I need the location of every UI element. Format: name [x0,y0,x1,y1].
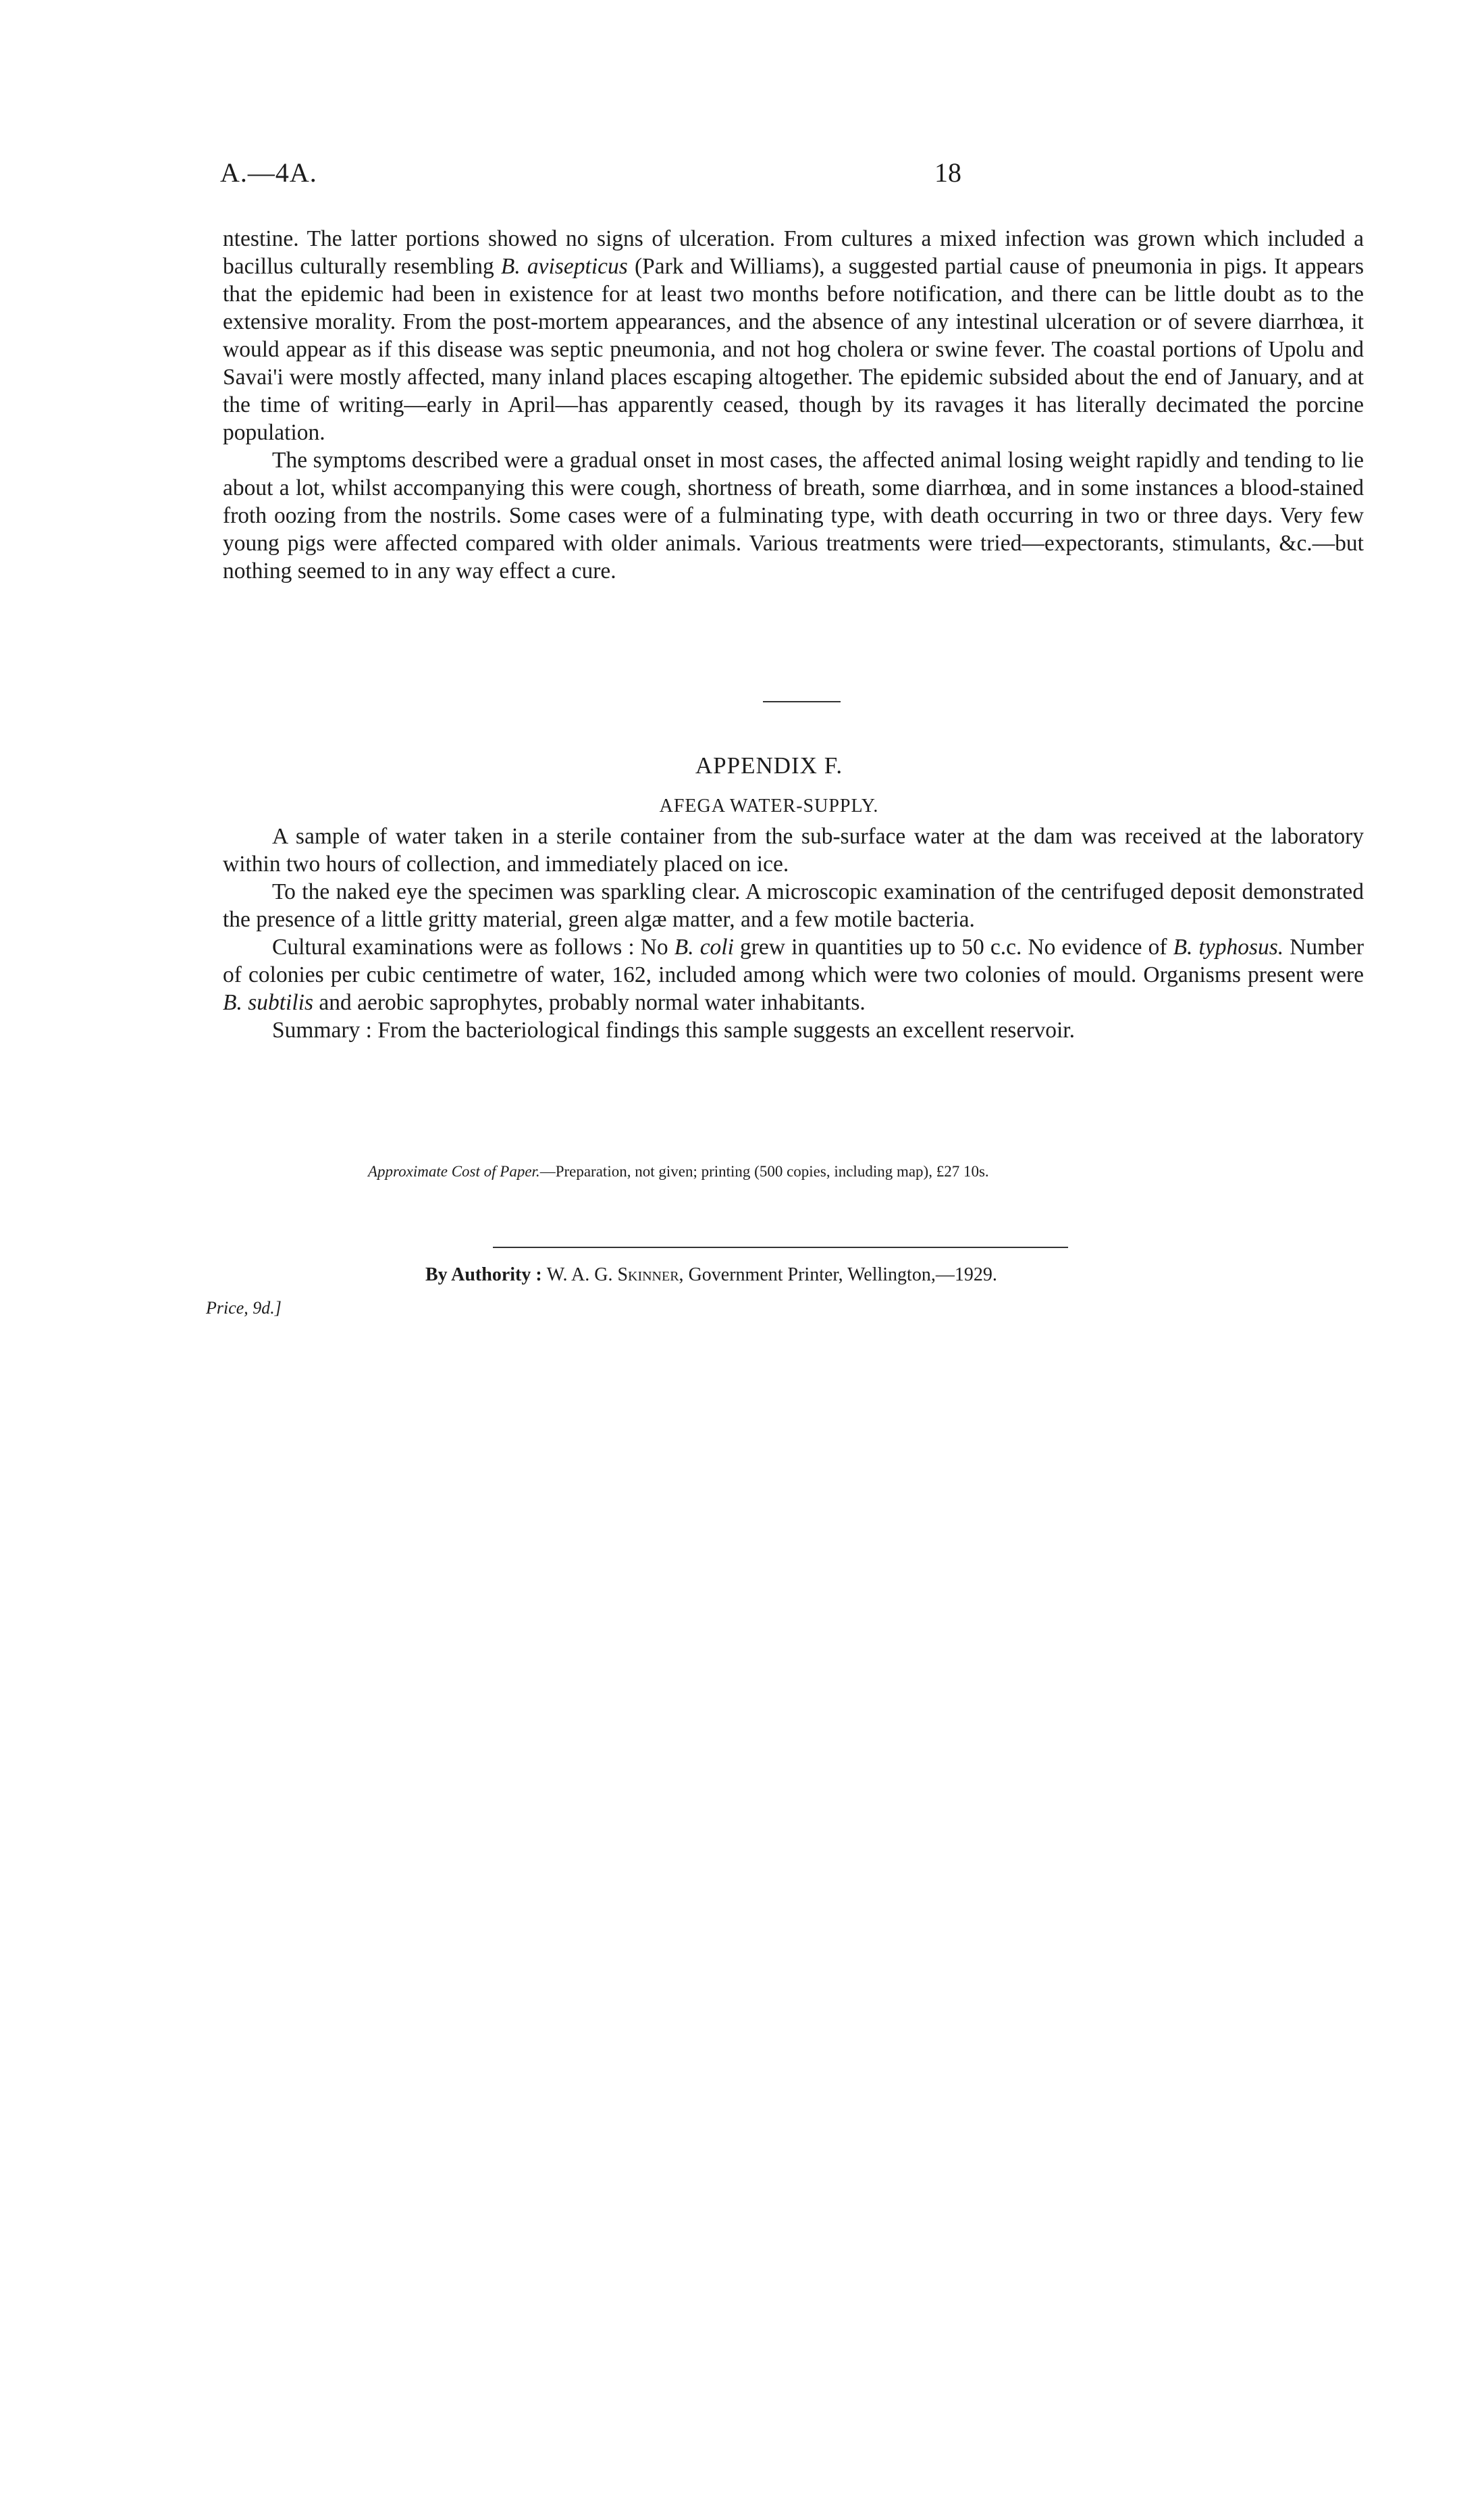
paragraph [223,933,1364,1016]
italic-run: B. typhosus. [1173,935,1284,960]
paragraph [223,823,1364,878]
text-run: grew in quantities up to 50 c.c. No evidence of [733,935,1173,960]
cost-text: —Preparation, not given; printing (500 copies, including map), £27 10s. [539,1163,989,1180]
text-run: The symptoms described were a gradual onset in most cases, the affected animal losing weight rapidly and tending to lie about a lot, whilst accompanying this were cough, shortness of breath, some diarrhœa, and in some instances a blood-stained froth oozing from the nostrils. Some cases were of a fulminating type, with death occurring in two or three days. Very few young pigs were affected compared with older animals. Various treatments were tried—expectorants, stimulants, &c.—but nothing seemed to in any way effect a cure. [223,448,1364,584]
paragraph [223,225,1364,446]
page-number: 18 [934,157,961,188]
text-run: (Park and Williams), a suggested partial cause of pneumonia in pigs. It appears that the epidemic had been in existence for at least two months before notification, and there can be little doubt as to the extensive morality. From the post-mortem appearances, and the absence of any intestinal ulceration or of severe diarrhœa, it would appear as if this disease was septic pneumonia, and not hog cholera or swine fever. The coastal portions of Upolu and Savai'i were mostly affected, many inland places escaping altogether. The epidemic subsided about the end of January, and at the time of writing—early in April—has apparently ceased, though by its ravages it has literally decimated the porcine population. [223,254,1364,445]
authority-label: By Authority : [425,1264,542,1285]
cost-of-paper-note [368,1163,989,1181]
section-divider [763,701,841,702]
text-run: Summary : From the bacteriological findings this sample suggests an excellent reservoir. [272,1018,1075,1043]
text-run: ntestine. The latter portions showed no signs of ulceration. From cultures a mixed infection was grown which included a bacillus culturally resembling [223,226,1364,279]
italic-run: B. coli [674,935,734,960]
cost-label: Approximate Cost of Paper. [368,1163,540,1180]
italic-run: B. avisepticus [500,254,628,279]
appendix-body [223,823,1364,1044]
text-run: To the naked eye the specimen was sparkling clear. A microscopic examination of the centrifuged deposit demonstrated the presence of a little gritty material, green algæ matter, and a few motile bacteria. [223,879,1364,932]
paragraph [223,1016,1364,1044]
footer-rule [493,1247,1068,1248]
paragraph [223,446,1364,585]
continued-section [223,225,1364,585]
text-run: Number of colonies per cubic centimetre of water, 162, included among which were two colonies of mould. Organisms present were [223,935,1364,987]
text-run: Cultural examinations were as follows : No [272,935,674,960]
appendix-subtitle: AFEGA WATER-SUPPLY. [659,796,879,817]
document-reference: A.—4A. [220,157,317,188]
appendix-title: APPENDIX F. [695,752,843,779]
italic-run: B. subtilis [223,990,314,1015]
price-note: Price, 9d.] [206,1298,282,1318]
printer-text: Government Printer, Wellington,—1929. [683,1264,997,1285]
paragraph [223,878,1364,933]
authority-line [425,1264,997,1286]
text-run: A sample of water taken in a sterile container from the sub-surface water at the dam was received at the laboratory within two hours of collection, and immediately placed on ice. [223,824,1364,877]
printer-name: W. A. G. Skinner, [546,1264,684,1285]
text-run: and aerobic saprophytes, probably normal water inhabitants. [313,990,866,1015]
page-header [220,157,1361,197]
